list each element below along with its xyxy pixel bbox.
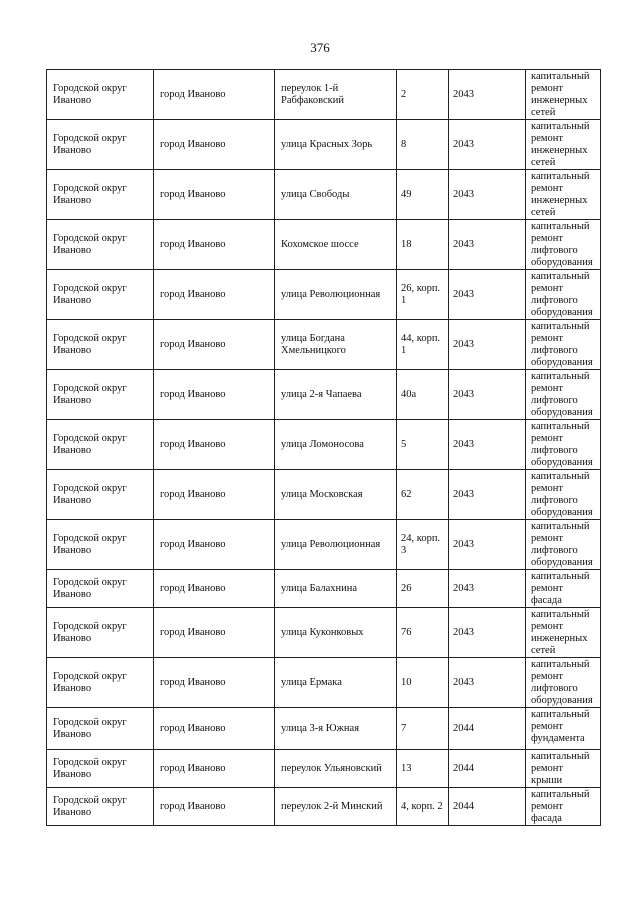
street-cell: улица Ермака [275,658,397,708]
street-cell: переулок Ульяновский [275,750,397,788]
work-type-cell: капитальный ремонт лифтового оборудования [526,520,601,570]
district-cell: Городской округ Иваново [47,120,154,170]
work-type-cell: капитальный ремонт инженерных сетей [526,608,601,658]
district-cell: Городской округ Иваново [47,570,154,608]
work-type-cell: капитальный ремонт крыши [526,750,601,788]
street-cell: переулок 2-й Минский [275,788,397,826]
street-cell: улица Московская [275,470,397,520]
locality-cell: город Иваново [154,470,275,520]
house-cell: 40а [397,370,449,420]
year-cell: 2043 [449,220,526,270]
year-cell: 2043 [449,470,526,520]
locality-cell: город Иваново [154,788,275,826]
locality-cell: город Иваново [154,370,275,420]
locality-cell: город Иваново [154,320,275,370]
year-cell: 2043 [449,658,526,708]
house-cell: 5 [397,420,449,470]
district-cell: Городской округ Иваново [47,320,154,370]
locality-cell: город Иваново [154,658,275,708]
street-cell: переулок 1-й Рабфаковский [275,70,397,120]
street-cell: улица 2-я Чапаева [275,370,397,420]
table-row [47,750,601,788]
locality-cell: город Иваново [154,520,275,570]
year-cell: 2043 [449,420,526,470]
year-cell: 2043 [449,370,526,420]
district-cell: Городской округ Иваново [47,658,154,708]
district-cell: Городской округ Иваново [47,470,154,520]
district-cell: Городской округ Иваново [47,750,154,788]
district-cell: Городской округ Иваново [47,270,154,320]
district-cell: Городской округ Иваново [47,520,154,570]
street-cell: улица Балахнина [275,570,397,608]
table-row [47,370,601,420]
table-row [47,220,601,270]
year-cell: 2044 [449,750,526,788]
house-cell: 26 [397,570,449,608]
work-type-cell: капитальный ремонт лифтового оборудования [526,420,601,470]
house-cell: 18 [397,220,449,270]
house-cell: 24, корп. 3 [397,520,449,570]
locality-cell: город Иваново [154,750,275,788]
district-cell: Городской округ Иваново [47,70,154,120]
year-cell: 2043 [449,70,526,120]
year-cell: 2043 [449,570,526,608]
work-type-cell: капитальный ремонт лифтового оборудования [526,270,601,320]
street-cell: улица Свободы [275,170,397,220]
district-cell: Городской округ Иваново [47,370,154,420]
locality-cell: город Иваново [154,570,275,608]
street-cell: улица Куконковых [275,608,397,658]
locality-cell: город Иваново [154,420,275,470]
year-cell: 2043 [449,608,526,658]
table-row [47,570,601,608]
street-cell: улица Богдана Хмельницкого [275,320,397,370]
house-cell: 8 [397,120,449,170]
locality-cell: город Иваново [154,170,275,220]
table-row [47,320,601,370]
year-cell: 2043 [449,520,526,570]
house-cell: 13 [397,750,449,788]
work-type-cell: капитальный ремонт лифтового оборудования [526,320,601,370]
locality-cell: город Иваново [154,270,275,320]
year-cell: 2043 [449,120,526,170]
table-body [47,70,601,826]
work-type-cell: капитальный ремонт лифтового оборудования [526,658,601,708]
house-cell: 4, корп. 2 [397,788,449,826]
table-row [47,708,601,750]
house-cell: 76 [397,608,449,658]
locality-cell: город Иваново [154,608,275,658]
table-row [47,608,601,658]
table-row [47,520,601,570]
district-cell: Городской округ Иваново [47,708,154,750]
district-cell: Городской округ Иваново [47,420,154,470]
work-type-cell: капитальный ремонт фасада [526,570,601,608]
work-type-cell: капитальный ремонт лифтового оборудования [526,220,601,270]
street-cell: улица Революционная [275,520,397,570]
year-cell: 2044 [449,788,526,826]
table-row [47,270,601,320]
house-cell: 26, корп. 1 [397,270,449,320]
work-type-cell: капитальный ремонт фасада [526,788,601,826]
table-row [47,70,601,120]
street-cell: Кохомское шоссе [275,220,397,270]
street-cell: улица 3-я Южная [275,708,397,750]
work-type-cell: капитальный ремонт фундамента [526,708,601,750]
work-type-cell: капитальный ремонт лифтового оборудования [526,470,601,520]
year-cell: 2043 [449,320,526,370]
work-type-cell: капитальный ремонт инженерных сетей [526,70,601,120]
work-type-cell: капитальный ремонт инженерных сетей [526,170,601,220]
house-cell: 2 [397,70,449,120]
work-type-cell: капитальный ремонт инженерных сетей [526,120,601,170]
locality-cell: город Иваново [154,708,275,750]
district-cell: Городской округ Иваново [47,788,154,826]
page-number: 376 [310,40,330,55]
house-cell: 7 [397,708,449,750]
district-cell: Городской округ Иваново [47,170,154,220]
table-row [47,788,601,826]
table-row [47,120,601,170]
street-cell: улица Ломоносова [275,420,397,470]
year-cell: 2044 [449,708,526,750]
year-cell: 2043 [449,270,526,320]
house-cell: 44, корп. 1 [397,320,449,370]
house-cell: 10 [397,658,449,708]
table-row [47,658,601,708]
district-cell: Городской округ Иваново [47,608,154,658]
street-cell: улица Красных Зорь [275,120,397,170]
work-type-cell: капитальный ремонт лифтового оборудования [526,370,601,420]
table-row [47,420,601,470]
house-cell: 49 [397,170,449,220]
locality-cell: город Иваново [154,120,275,170]
district-cell: Городской округ Иваново [47,220,154,270]
locality-cell: город Иваново [154,220,275,270]
table-row [47,170,601,220]
house-cell: 62 [397,470,449,520]
locality-cell: город Иваново [154,70,275,120]
table-row [47,470,601,520]
repair-schedule-table [46,69,601,826]
year-cell: 2043 [449,170,526,220]
street-cell: улица Революционная [275,270,397,320]
